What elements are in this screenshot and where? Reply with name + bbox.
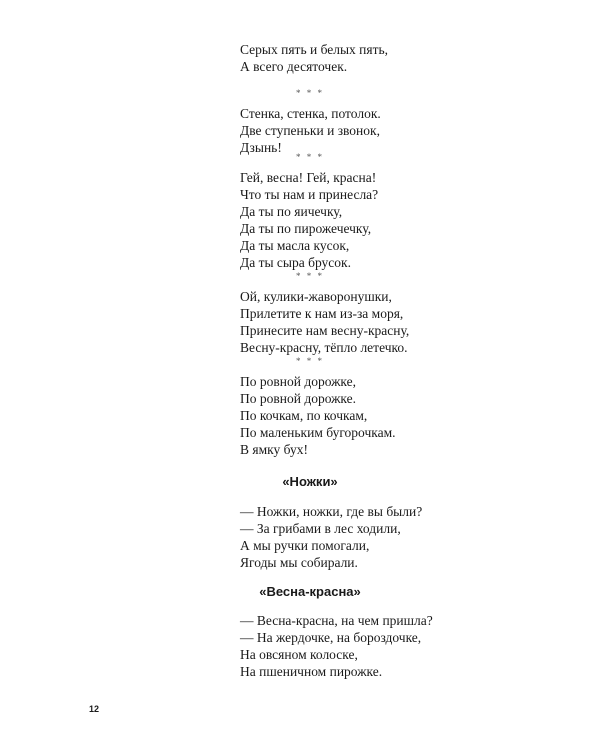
- verse-line: Да ты по яичечку,: [240, 204, 343, 219]
- verse-line: По ровной дорожке,: [240, 374, 357, 389]
- verse-vesna-krasna: [240, 612, 540, 680]
- section-title-vesna-krasna: «Весна-красна»: [259, 584, 361, 599]
- verse-3: [240, 169, 540, 271]
- verse-line: Дзынь!: [240, 140, 282, 155]
- verse-line: По кочкам, по кочкам,: [240, 408, 368, 423]
- verse-line: По маленьким бугорочкам.: [240, 425, 396, 440]
- verse-2: [240, 105, 540, 156]
- verse-1: [240, 41, 540, 75]
- verse-line: Прилетите к нам из-за моря,: [240, 306, 404, 321]
- section-separator: * * *: [296, 356, 324, 366]
- verse-line: А мы ручки помогали,: [240, 538, 370, 553]
- verse-line: Ягоды мы собирали.: [240, 555, 358, 570]
- verse-line: Да ты масла кусок,: [240, 238, 350, 253]
- verse-line: Ой, кулики-жаворонушки,: [240, 289, 392, 304]
- section-separator: * * *: [296, 271, 324, 281]
- verse-line: Что ты нам и принесла?: [240, 187, 379, 202]
- page-number: 12: [89, 704, 100, 714]
- verse-line: На овсяном колоске,: [240, 647, 358, 662]
- verse-line: Две ступеньки и звонок,: [240, 123, 380, 138]
- section-title-nozhki: «Ножки»: [282, 474, 338, 489]
- verse-line: — За грибами в лес ходили,: [240, 521, 401, 536]
- verse-line: — Весна-красна, на чем пришла?: [240, 613, 433, 628]
- verse-line: — На жердочке, на бороздочке,: [240, 630, 422, 645]
- verse-line: На пшеничном пирожке.: [240, 664, 383, 679]
- verse-line: Гей, весна! Гей, красна!: [240, 170, 377, 185]
- verse-line: Весну-красну, тёпло летечко.: [240, 340, 408, 355]
- verse-line: В ямку бух!: [240, 442, 308, 457]
- verse-nozhki: [240, 503, 540, 571]
- verse-line: Да ты по пирожечечку,: [240, 221, 372, 236]
- section-separator: * * *: [296, 88, 324, 98]
- verse-line: Принесите нам весну-красну,: [240, 323, 410, 338]
- verse-5: [240, 373, 540, 458]
- verse-line: Да ты сыра брусок.: [240, 255, 351, 270]
- section-separator: * * *: [296, 152, 324, 162]
- verse-line: А всего десяточек.: [240, 59, 348, 74]
- verse-line: Стенка, стенка, потолок.: [240, 106, 381, 121]
- verse-line: Серых пять и белых пять,: [240, 42, 389, 57]
- verse-line: По ровной дорожке.: [240, 391, 357, 406]
- verse-line: — Ножки, ножки, где вы были?: [240, 504, 423, 519]
- verse-4: [240, 288, 540, 356]
